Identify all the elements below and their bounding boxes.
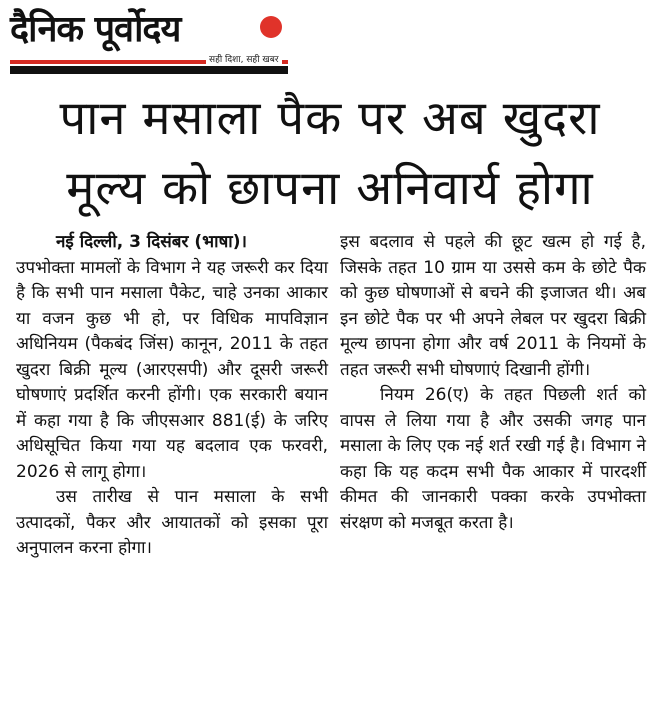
sun-icon (260, 16, 282, 38)
masthead (10, 8, 288, 74)
article-column-left (16, 230, 328, 562)
article-paragraph-3: इस बदलाव से पहले की छूट खत्म हो गई है, जिसके तहत 10 ग्राम या उससे कम के छोटे पैक को कुछ घोषणाओं से बचने की इजाजत थी। अब इन छोटे पैक पर भी अपने लेबल पर खुदरा बिक्री मूल्य छापना होगा और वर्ष 2011 के नियमों के तहत जरूरी सभी घोषणाएं दिखानी होंगी। (340, 232, 646, 380)
article-column-right (340, 230, 646, 536)
article-headline: पान मसाला पैक पर अब खुदरा मूल्य को छापना अनिवार्य होगा (59, 91, 601, 216)
article-paragraph-2: उस तारीख से पान मसाला के सभी उत्पादकों, पैकर और आयातकों को इसका पूरा अनुपालन करना होगा। (16, 487, 328, 558)
newspaper-logo: दैनिक पूर्वोदय (10, 9, 181, 50)
dateline-paragraph (16, 230, 328, 256)
masthead-rule-black (10, 66, 288, 74)
article-paragraph-4: नियम 26(ए) के तहत पिछली शर्त को वापस ले लिया गया है और उसकी जगह पान मसाला के लिए एक नई शर्त रखी गई है। विभाग ने कहा कि यह कदम सभी पैक आकार में पारदर्शी कीमत की जानकारी पक्का करके उपभोक्ता संरक्षण को मजबूत करता है। (340, 385, 646, 533)
article-paragraph-1: उपभोक्ता मामलों के विभाग ने यह जरूरी कर दिया है कि सभी पान मसाला पैकेट, चाहे उनका आकार या वजन कुछ भी हो, पर विधिक मापविज्ञान अधिनियम (पैकबंद जिंस) कानून, 2011 के तहत खुदरा बिक्री मूल्य (आरएसपी) और दूसरी जरूरी घोषणाएं प्रदर्शित करनी होंगी। एक सरकारी बयान में कहा गया है कि जीएसआर 881(ई) के जरिए अधिसूचित किया गया यह बदलाव एक फरवरी, 2026 से लागू होगा। (16, 257, 328, 482)
article-dateline: नई दिल्ली, 3 दिसंबर (भाषा)। (56, 232, 247, 252)
masthead-tagline: सही दिशा, सही खबर (206, 54, 282, 66)
